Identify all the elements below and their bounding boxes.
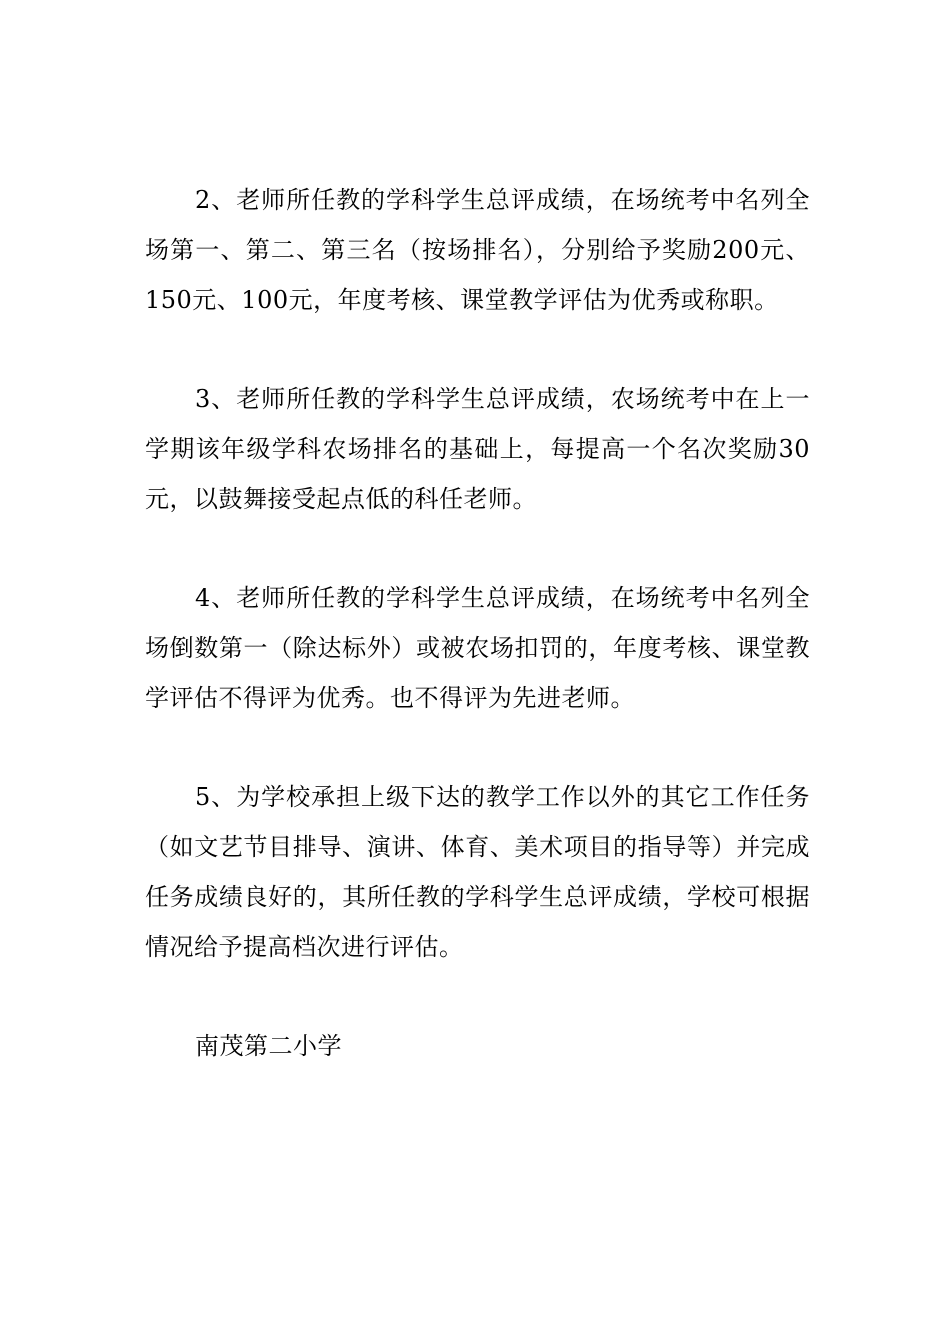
- document-body: [145, 175, 810, 1071]
- paragraph-item-2: 2、老师所任教的学科学生总评成绩，在场统考中名列全场第一、第二、第三名（按场排名），分别给予奖励200元、150元、100元，年度考核、课堂教学评估为优秀或称职。: [145, 186, 810, 314]
- school-signature: 南茂第二小学: [195, 1032, 342, 1060]
- paragraph-item-3: 3、老师所任教的学科学生总评成绩，农场统考中在上一学期该年级学科农场排名的基础上，每提高一个名次奖励30元，以鼓舞接受起点低的科任老师。: [145, 385, 810, 513]
- paragraph-item-4: 4、老师所任教的学科学生总评成绩，在场统考中名列全场倒数第一（除达标外）或被农场扣罚的，年度考核、课堂教学评估不得评为优秀。也不得评为先进老师。: [145, 584, 810, 712]
- paragraph-item-5: 5、为学校承担上级下达的教学工作以外的其它工作任务（如文艺节目排导、演讲、体育、美术项目的指导等）并完成任务成绩良好的，其所任教的学科学生总评成绩，学校可根据情况给予提高档次进行评估。: [145, 783, 810, 961]
